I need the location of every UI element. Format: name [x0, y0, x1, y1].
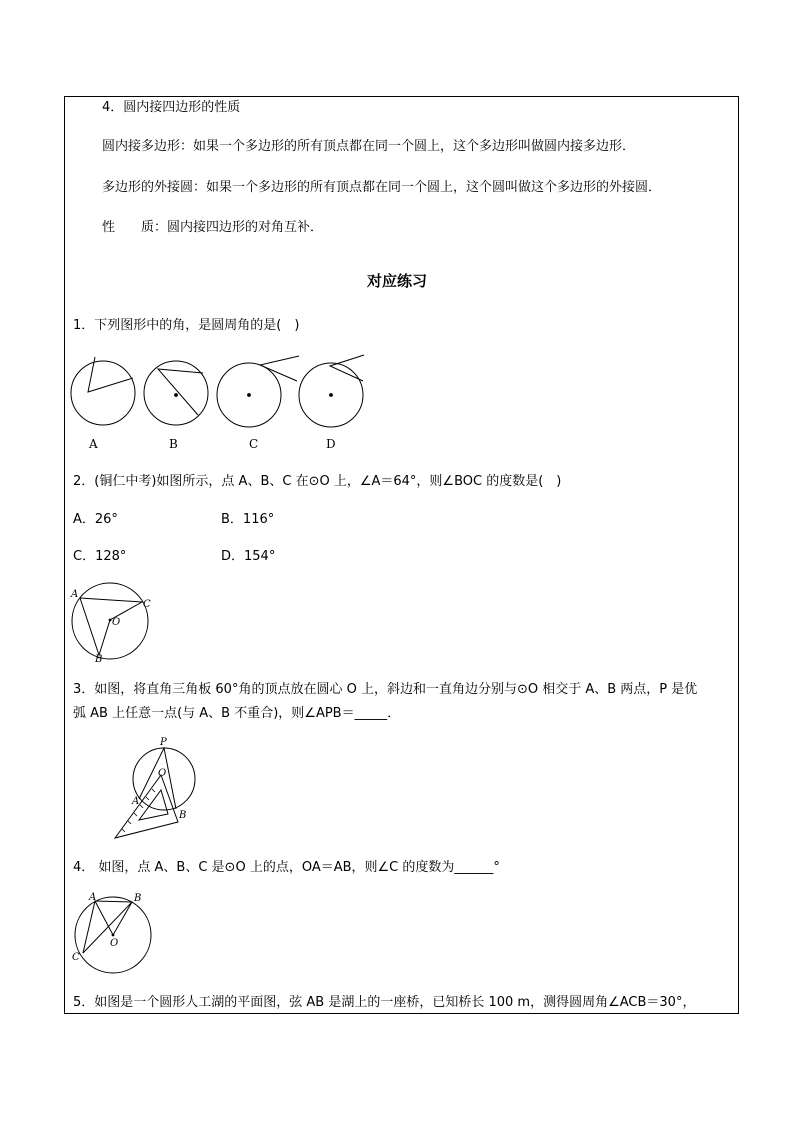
question-2-stem: 2．(铜仁中考)如图所示，点 A、B、C 在⊙O 上，∠A＝64°，则∠BOC 的度数是( ): [73, 474, 562, 489]
figure-1a-label: A: [89, 437, 98, 451]
practice-title: 对应练习: [367, 272, 428, 290]
q4-label-o: O: [110, 938, 119, 949]
question-3-line-1: 3．如图，将直角三角板 60°角的顶点放在圆心 O 上，斜边和一直角边分别与⊙O 相交于 A、B 两点，P 是优: [73, 682, 698, 697]
q2-label-b: B: [95, 654, 103, 665]
figure-1c-label: C: [249, 437, 259, 451]
question-2-option-b: B．116°: [221, 512, 275, 527]
q2-label-o: O: [112, 617, 121, 628]
q4-label-c: C: [72, 952, 80, 963]
q3-label-o: O: [158, 768, 167, 779]
figure-1d-label: D: [326, 437, 336, 451]
question-2-option-d: D．154°: [221, 549, 276, 564]
q3-label-b: B: [179, 810, 187, 821]
q2-label-a: A: [71, 589, 79, 600]
question-4-stem: 4． 如图，点 A、B、C 是⊙O 上的点，OA＝AB，则∠C 的度数为______°: [73, 860, 500, 875]
q4-label-a: A: [89, 892, 97, 903]
section-heading: 4．圆内接四边形的性质: [102, 100, 241, 115]
question-3-line-2: 弧 AB 上任意一点(与 A、B 不重合)，则∠APB＝_____．: [73, 706, 401, 721]
q4-label-b: B: [134, 893, 142, 904]
q3-label-a: A: [132, 796, 140, 807]
definition-circumscribed-circle: 多边形的外接圆：如果一个多边形的所有顶点都在同一个圆上，这个圆叫做这个多边形的外接圆．: [102, 180, 662, 195]
q2-label-c: C: [143, 599, 151, 610]
question-1-stem: 1．下列图形中的角，是圆周角的是( ): [73, 318, 300, 333]
definition-inscribed-polygon: 圆内接多边形：如果一个多边形的所有顶点都在同一个圆上，这个多边形叫做圆内接多边形．: [102, 139, 636, 154]
q3-label-p: P: [160, 737, 167, 748]
question-5-stem: 5．如图是一个圆形人工湖的平面图，弦 AB 是湖上的一座桥，已知桥长 100 m，测得圆周角∠ACB＝30°，: [73, 995, 696, 1010]
question-2-option-c: C．128°: [73, 549, 127, 564]
definition-property: 性 质：圆内接四边形的对角互补．: [102, 220, 324, 235]
figure-1b-label: B: [169, 437, 178, 451]
question-2-option-a: A．26°: [73, 512, 118, 527]
